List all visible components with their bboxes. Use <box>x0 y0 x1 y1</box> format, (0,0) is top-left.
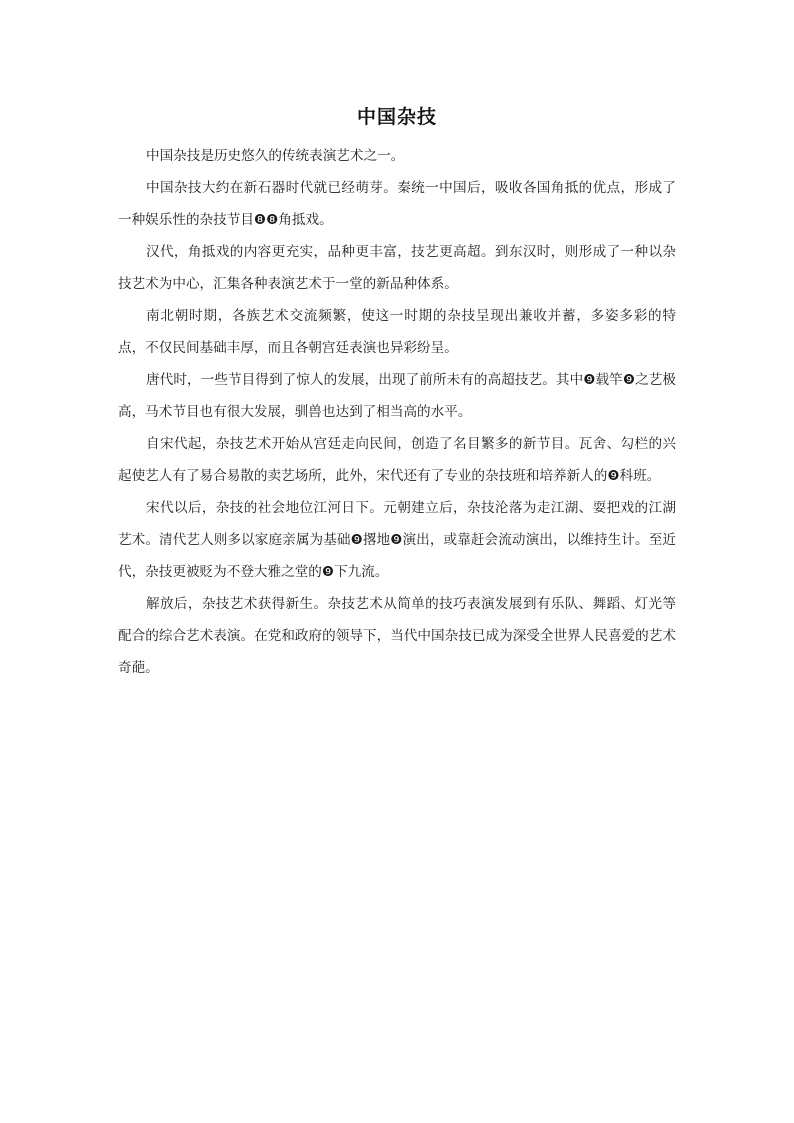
paragraph: 中国杂技大约在新石器时代就已经萌芽。秦统一中国后，吸收各国角抵的优点，形成了一种娱乐性的杂技节目❽❽角抵戏。 <box>118 180 676 228</box>
paragraph: 解放后，杂技艺术获得新生。杂技艺术从简单的技巧表演发展到有乐队、舞蹈、灯光等配合的综合艺术表演。在党和政府的领导下，当代中国杂技已成为深受全世界人民喜爱的艺术奇葩。 <box>118 596 676 676</box>
paragraph: 中国杂技是历史悠久的传统表演艺术之一。 <box>146 148 405 164</box>
paragraph: 自宋代起，杂技艺术开始从宫廷走向民间，创造了名目繁多的新节目。瓦舍、勾栏的兴起使艺人有了易合易散的卖艺场所，此外，宋代还有了专业的杂技班和培养新人的❾科班。 <box>118 436 676 484</box>
paragraph: 南北朝时期，各族艺术交流频繁，使这一时期的杂技呈现出兼收并蓄，多姿多彩的特点，不仅民间基础丰厚，而且各朝宫廷表演也异彩纷呈。 <box>118 308 676 356</box>
paragraph: 汉代，角抵戏的内容更充实，品种更丰富，技艺更高超。到东汉时，则形成了一种以杂技艺术为中心，汇集各种表演艺术于一堂的新品种体系。 <box>118 244 676 292</box>
document-title: 中国杂技 <box>356 106 437 128</box>
paragraph: 唐代时，一些节目得到了惊人的发展，出现了前所未有的高超技艺。其中❾载竿❾之艺极高，马术节目也有很大发展，驯兽也达到了相当高的水平。 <box>118 372 676 420</box>
paragraph: 宋代以后，杂技的社会地位江河日下。元朝建立后，杂技沦落为走江湖、耍把戏的江湖艺术。清代艺人则多以家庭亲属为基础❾撂地❾演出，或靠赶会流动演出，以维持生计。至近代，杂技更被贬为不登大雅之堂的❾下九流。 <box>118 500 676 580</box>
document-body <box>118 140 676 684</box>
